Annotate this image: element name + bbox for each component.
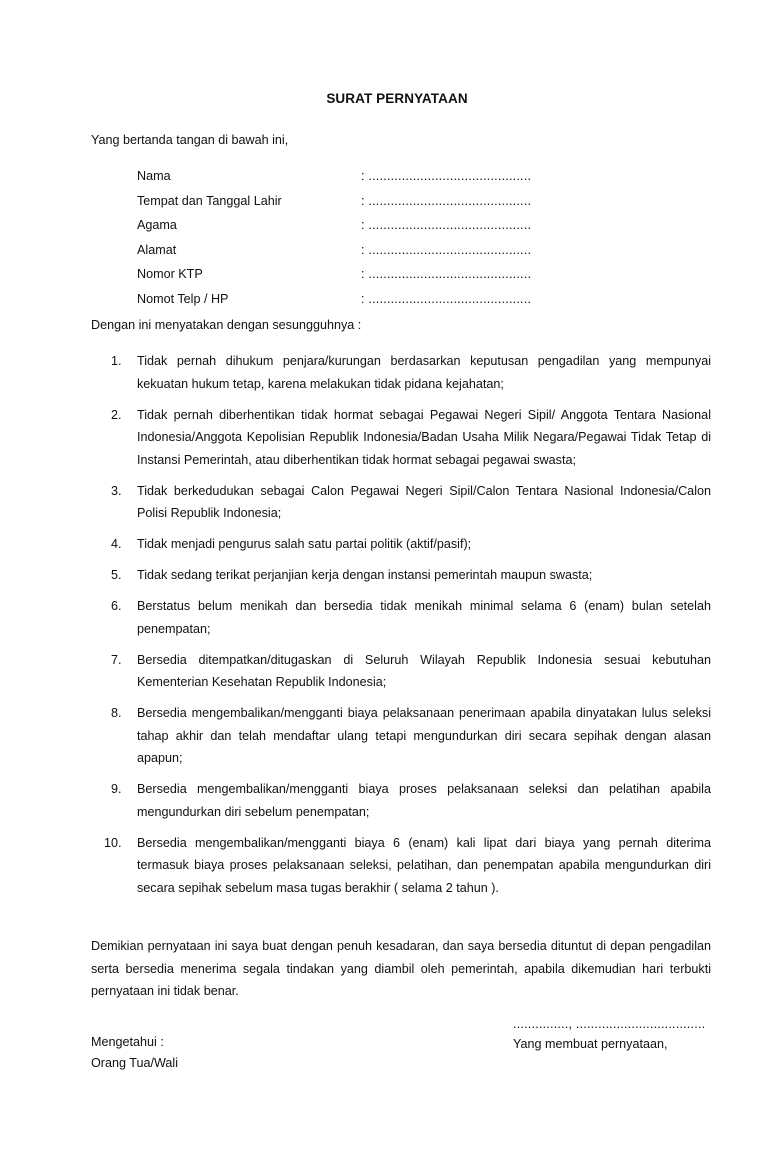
field-label: Tempat dan Tanggal Lahir [137,193,282,208]
list-item-text: Berstatus belum menikah dan bersedia tidak menikah minimal selama 6 (enam) bulan setelah penempatan; [137,599,711,636]
list-item [91,702,711,770]
field-label: Alamat [137,242,177,257]
field-nomor-ktp [137,266,557,291]
list-item [91,595,711,640]
declarant-label: Yang membuat pernyataan, [513,1037,668,1051]
identity-fields [137,168,557,315]
list-item [91,564,711,587]
place-date-blank: ..............., ................................... [513,1017,706,1031]
field-blank: : ............................................ [361,169,532,183]
signature-left [91,1032,178,1074]
list-item-text: Tidak menjadi pengurus salah satu partai politik (aktif/pasif); [137,537,472,551]
list-item-text: Bersedia ditempatkan/ditugaskan di Seluruh Wilayah Republik Indonesia sesuai kebutuhan Kementerian Kesehatan Republik Indonesia; [137,652,711,689]
list-item-text: Tidak berkedudukan sebagai Calon Pegawai Negeri Sipil/Calon Tentara Nasional Indonesia/Calon Polisi Republik Indonesia; [137,483,711,520]
closing-paragraph: Demikian pernyataan ini saya buat dengan penuh kesadaran, dan saya bersedia dituntut di depan pengadilan serta bersedia menerima segala tindakan yang diambil oleh pemerintah, apabila dikemudian hari terbukti pernyataan ini tidak benar. [91,939,711,998]
field-agama [137,217,557,242]
list-item-text: Tidak pernah diberhentikan tidak hormat sebagai Pegawai Negeri Sipil/ Anggota Tentara Nasional Indonesia/Anggota Kepolisian Republik Indonesia/Badan Usaha Milik Negara/Pegawai Tidak Tetap di Instansi Pemerintah, atau diberhentikan tidak hormat sebagai pegawai swasta; [137,407,711,467]
list-item-number: 1. [111,354,122,368]
list-item-text: Bersedia mengembalikan/mengganti biaya 6 (enam) kali lipat dari biaya yang pernah diterima termasuk biaya proses pelaksanaan seleksi, pelatihan, dan penempatan apabila mengundurkan diri secara sepihak sebelum masa tugas berakhir ( selama 2 tahun ). [137,835,711,895]
list-item [91,480,711,525]
field-blank: : ............................................ [361,218,532,232]
list-item-number: 9. [111,782,122,796]
intro-text: Yang bertanda tangan di bawah ini, [91,133,289,147]
list-item-number: 7. [111,652,122,667]
list-item-text: Tidak pernah dihukum penjara/kurungan berdasarkan keputusan pengadilan yang mempunyai kekuatan hukum tetap, karena melakukan tidak pidana kejahatan; [137,354,711,391]
list-item [91,404,711,472]
list-item-number: 3. [111,483,122,498]
list-item-number: 10. [104,835,122,850]
field-blank: : ............................................ [361,291,532,306]
list-item [91,649,711,694]
list-item [91,350,711,395]
field-alamat [137,242,557,267]
list-item-text: Bersedia mengembalikan/mengganti biaya pelaksanaan penerimaan apabila dinyatakan lulus seleksi tahap akhir dan telah mendaftar ulang tetapi mengundurkan diri secara sepihak dengan alasan apapun; [137,706,711,765]
field-label: Nama [137,169,171,183]
list-item [91,533,711,556]
list-item-number: 5. [111,568,122,582]
field-tempat-tanggal-lahir [137,193,557,218]
list-item [91,778,711,823]
field-nomor-telp [137,291,557,316]
list-item-text: Bersedia mengembalikan/mengganti biaya proses pelaksanaan seleksi dan pelatihan apabila mengundurkan diri sebelum penempatan; [137,782,711,819]
field-blank: : ............................................ [361,242,532,257]
declaration-intro: Dengan ini menyatakan dengan sesungguhnya : [91,318,362,332]
field-nama [137,168,557,193]
document-title: SURAT PERNYATAAN [326,91,468,106]
list-item [91,832,711,900]
field-blank: : ............................................ [361,267,532,281]
list-item-number: 4. [111,537,122,551]
list-item-number: 2. [111,407,122,422]
field-label: Nomot Telp / HP [137,291,229,306]
field-label: Agama [137,218,177,232]
signature-right [513,1014,705,1054]
list-item-number: 8. [111,706,122,720]
acknowledged-label: Mengetahui : [91,1035,164,1049]
declaration-list [91,350,711,908]
field-blank: : ............................................ [361,193,532,208]
field-label: Nomor KTP [137,267,203,281]
guardian-label: Orang Tua/Wali [91,1056,179,1070]
list-item-text: Tidak sedang terikat perjanjian kerja dengan instansi pemerintah maupun swasta; [137,568,593,582]
list-item-number: 6. [111,599,122,613]
